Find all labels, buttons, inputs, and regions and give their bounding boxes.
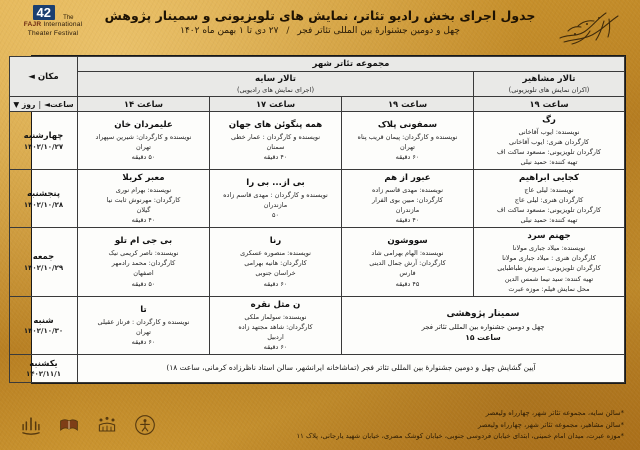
logo-the-label: The (63, 15, 74, 21)
show-title: رنا (269, 236, 282, 247)
day-date: ۱۴۰۲/۱۰/۲۹ (23, 264, 64, 273)
meta-line: کارگردان: شاهد مجتهد زاده (238, 322, 313, 331)
day-date: ۱۴۰۲/۱۱/۱ (25, 370, 61, 379)
hall-sayeh-title: تالار سایه (255, 74, 296, 84)
schedule-cell[interactable] (342, 112, 474, 170)
meta-line: کارگردان: مهرنوش ثابت نیا (106, 196, 181, 205)
schedule-cell[interactable] (474, 112, 625, 170)
schedule-cell[interactable] (342, 170, 474, 228)
show-title: رگ (542, 115, 556, 126)
show-title: سمفونی پلاک (377, 120, 438, 131)
header-axis-cell (9, 97, 77, 112)
show-title: بی از... بی را (246, 178, 305, 189)
meta-line: تهیه کننده: سید نیما شمس الدین (504, 274, 594, 283)
header-time-col-3: ساعت ۱۷ (210, 97, 342, 112)
meta-line: تهیه کننده: حمید نیلی (520, 216, 578, 225)
schedule-cell[interactable] (77, 228, 209, 296)
show-meta (477, 185, 621, 225)
schedule-cell[interactable] (77, 296, 209, 354)
sponsor-logos (18, 406, 158, 436)
theater-center-logo (132, 406, 158, 436)
show-meta (345, 248, 470, 288)
day-cell (9, 354, 77, 382)
meta-line: ۵۰ دقیقه (131, 279, 156, 288)
meta-line: نویسنده و کارگردان: شیرین سپهراد (95, 133, 192, 142)
axis-time-label: ساعت◄ (44, 99, 74, 109)
meta-line: نویسنده: الهام بهرامی شاد (371, 249, 444, 258)
header-time-col-2: ساعت ۱۹ (342, 97, 474, 112)
meta-line: ۵۰ دقیقه (131, 153, 156, 162)
show-meta (345, 185, 470, 225)
show-title: همه پنگوئن های جهان (228, 120, 323, 131)
header-hall-sayeh (77, 72, 473, 97)
show-meta (477, 243, 621, 293)
meta-line: کارگردان تلویزیونی: سروش طباطبایی (497, 264, 601, 273)
logo-line-2: Theater Festival (27, 29, 79, 37)
subtitle-festival: چهل و دومین جشنوارهٔ بین المللی تئاتر فجر (297, 25, 460, 36)
show-meta (213, 312, 338, 352)
schedule-cell[interactable] (342, 228, 474, 296)
day-cell (9, 170, 77, 228)
footer-address-notes (297, 408, 624, 442)
dots-arch-icon (96, 414, 118, 436)
meta-line: کارگردان هنری: لیلی عاج (514, 196, 584, 205)
meta-line: کارگردان هنری: ایوب آقاخانی (508, 138, 590, 147)
day-date: ۱۴۰۲/۱۰/۲۷ (23, 142, 64, 151)
meta-line: ۵۰ (272, 211, 279, 220)
meta-line: ۴۵ دقیقه (395, 279, 420, 288)
show-title: معبر کربلا (122, 173, 165, 184)
meta-line: کارگردان تلویزیونی: مسعود ساکت اف (496, 148, 602, 157)
schedule-cell[interactable] (210, 228, 342, 296)
table-head (9, 57, 624, 112)
header-place: مکان ◄ (9, 57, 77, 97)
meta-line: کارگردان تلویزیونی: مسعود ساکت اف (496, 206, 602, 215)
subtitle-dates: ۲۷ دی تا ۱ بهمن ماه ۱۴۰۲ (180, 25, 279, 36)
day-name: پنجشنبه (26, 188, 60, 199)
show-title: جهنم سرد (527, 231, 571, 242)
schedule-cell[interactable] (77, 112, 209, 170)
meta-line: ۴۰ دقیقه (395, 216, 420, 225)
header-time-col-4: ساعت ۱۴ (77, 97, 209, 112)
hall-mashahir-title: تالار مشاهیر (522, 74, 576, 84)
axis-divider: | (38, 99, 42, 109)
show-title: کجایی ابراهیم (518, 173, 579, 184)
logo-international-label: International (43, 21, 83, 28)
table-body (9, 112, 624, 383)
show-meta (81, 185, 206, 225)
table-row (9, 296, 624, 354)
header-row-halls (9, 72, 624, 97)
meta-line: نویسنده: مهدی قاسم زاده (371, 186, 444, 195)
meta-line: مازندران (263, 201, 288, 210)
meta-line: تهران (136, 327, 151, 336)
human-figure-icon (134, 414, 156, 436)
day-date: ۱۴۰۲/۱۰/۳۰ (23, 327, 64, 336)
day-name: یکشنبه (29, 357, 58, 368)
page-title: جدول اجرای بخش رادیو تئاتر، نمایش های تلویزیونی و سمینار پژوهش (104, 8, 536, 23)
subtitle-separator: / (286, 25, 290, 36)
seminar-subtitle: چهل و دومین جشنواره بین المللی تئاتر فجر (421, 322, 545, 331)
table-row (9, 170, 624, 228)
axis-day-label: روز ▼ (13, 99, 36, 109)
meta-line: نویسنده: بهرام نوری (115, 186, 172, 195)
hall-sayeh-sub: (اجرای نمایش های رادیویی) (236, 85, 315, 94)
header-time-col-1: ساعت ۱۹ (474, 97, 625, 112)
table-row (9, 354, 624, 382)
header-row-times (9, 97, 624, 112)
meta-line: اردبیل (267, 332, 284, 341)
meta-line: محل نمایش فیلم: موزه عبرت (508, 284, 590, 293)
allah-emblem-icon (20, 414, 42, 436)
schedule-cell[interactable] (474, 228, 625, 296)
meta-line: ۶۰ دقیقه (263, 342, 288, 351)
meta-line: مازندران (395, 206, 420, 215)
schedule-table (9, 56, 625, 383)
show-meta (213, 132, 338, 162)
schedule-cell[interactable] (210, 296, 342, 354)
show-meta (81, 248, 206, 288)
meta-line: نویسنده: منصوره عسکری (240, 249, 311, 258)
meta-line: فارس (399, 269, 416, 278)
meta-line: ۶۰ دقیقه (263, 279, 288, 288)
logo-number: 42 (33, 5, 55, 20)
meta-line: کارگردان: آرش جمال الدینی (369, 259, 446, 268)
schedule-cell[interactable] (77, 170, 209, 228)
meta-line: نویسنده: لیلی عاج (524, 186, 574, 195)
meta-line: نویسنده: میلاد جباری مولانا (512, 244, 586, 253)
show-meta (213, 190, 338, 220)
meta-line: ۶۰ دقیقه (131, 337, 156, 346)
schedule-cell[interactable] (210, 112, 342, 170)
day-date: ۱۴۰۲/۱۰/۲۸ (23, 200, 64, 209)
meta-line: تهران (400, 143, 415, 152)
meta-line: گیلان (136, 206, 151, 215)
open-book-icon (58, 414, 80, 436)
opening-ceremony-cell[interactable]: آیین گشایش چهل و دومین جشنوارهٔ بین المللی تئاتر فجر (تماشاخانه ایرانشهر، سالن استاد ناظرزاده کرمانی، ساعت ۱۸) (77, 354, 624, 382)
address-note: *موزه عبرت، میدان امام خمینی، ابتدای خیابان فردوسی جنوبی، خیابان کوشک مصری، خیابان شهید یارجانی، پلاک ۱۱ (296, 431, 624, 440)
ministry-culture-logo (56, 406, 82, 436)
meta-line: نویسنده و کارگردان : عمار خطی (230, 133, 321, 142)
meta-line: تهران (136, 143, 151, 152)
schedule-table-wrapper (13, 55, 626, 384)
show-title: سووشون (387, 236, 428, 247)
meta-line: سمنان (266, 143, 285, 152)
meta-line: نویسنده و کارگردان : مهدی قاسم زاده (223, 191, 328, 200)
table-row (9, 112, 624, 170)
show-title: بی جی ام تلو (114, 236, 173, 247)
meta-line: نویسنده: ناصر کریمی نیک (108, 249, 179, 258)
day-name: شنبه (33, 314, 54, 325)
page-subtitle (0, 26, 640, 38)
meta-line: اصفهان (133, 269, 154, 278)
meta-line: تهیه کننده: حمید نیلی (520, 158, 578, 167)
show-title: علیمردان خان (114, 120, 173, 131)
seminar-cell[interactable] (342, 296, 625, 354)
address-note: *سالن مشاهیر، مجموعه تئاتر شهر، چهارراه ولیعصر (477, 420, 624, 429)
header-row-group (9, 57, 624, 72)
table-row (9, 228, 624, 296)
seminar-time: ساعت ۱۵ (465, 332, 501, 342)
show-title: تا (140, 304, 147, 315)
cultural-org-logo (94, 406, 120, 436)
logo-fajr-label: FAJR (23, 21, 42, 28)
meta-line: ۴۰ دقیقه (263, 153, 288, 162)
show-meta (477, 127, 621, 167)
poster-header (0, 0, 640, 52)
show-title: ن مثل نقره (250, 299, 301, 310)
meta-line: نویسنده: سولماز ملکی (244, 312, 307, 321)
header-hall-mashahir (474, 72, 625, 97)
meta-line: نویسنده و کارگردان: پیمان قریب پناه (357, 133, 458, 142)
meta-line: ۶۰ دقیقه (395, 153, 420, 162)
meta-line: ۴۰ دقیقه (131, 216, 156, 225)
fajr-calligraphy-icon (552, 4, 626, 50)
meta-line: کارگردان: هانیه بهرامی (244, 259, 307, 268)
show-meta (345, 132, 470, 162)
show-meta (81, 132, 206, 162)
schedule-cell[interactable] (210, 170, 342, 228)
meta-line: نویسنده و کارگردان : فرناز عقیلی (97, 317, 190, 326)
schedule-cell[interactable] (474, 170, 625, 228)
meta-line: نویسنده: ایوب آقاخانی (518, 128, 580, 137)
show-meta (81, 317, 206, 347)
hall-mashahir-sub: (اکران نمایش های تلویزیونی) (508, 85, 590, 94)
islamic-republic-logo (18, 406, 44, 436)
seminar-title: سمینار پژوهشی (446, 309, 520, 320)
day-cell (9, 228, 77, 296)
day-cell (9, 112, 77, 170)
day-name: جمعه (32, 251, 55, 262)
day-name: چهارشنبه (23, 130, 64, 141)
meta-line: کارگردان: محمد رادمهر (111, 259, 176, 268)
meta-line: کارگردان: مبین بوی الفرار (372, 196, 443, 205)
day-cell (9, 296, 77, 354)
show-meta (213, 248, 338, 288)
title-block (0, 8, 640, 37)
meta-line: کارگردان هنری : میلاد جباری مولانا (502, 254, 596, 263)
header-venue-group: مجموعه تئاتر شهر (77, 57, 624, 72)
meta-line: خراسان جنوبی (255, 269, 296, 278)
show-title: عبور از هم (384, 173, 431, 184)
address-note: *سالن سایه، مجموعه تئاتر شهر، چهارراه ولیعصر (485, 409, 624, 418)
